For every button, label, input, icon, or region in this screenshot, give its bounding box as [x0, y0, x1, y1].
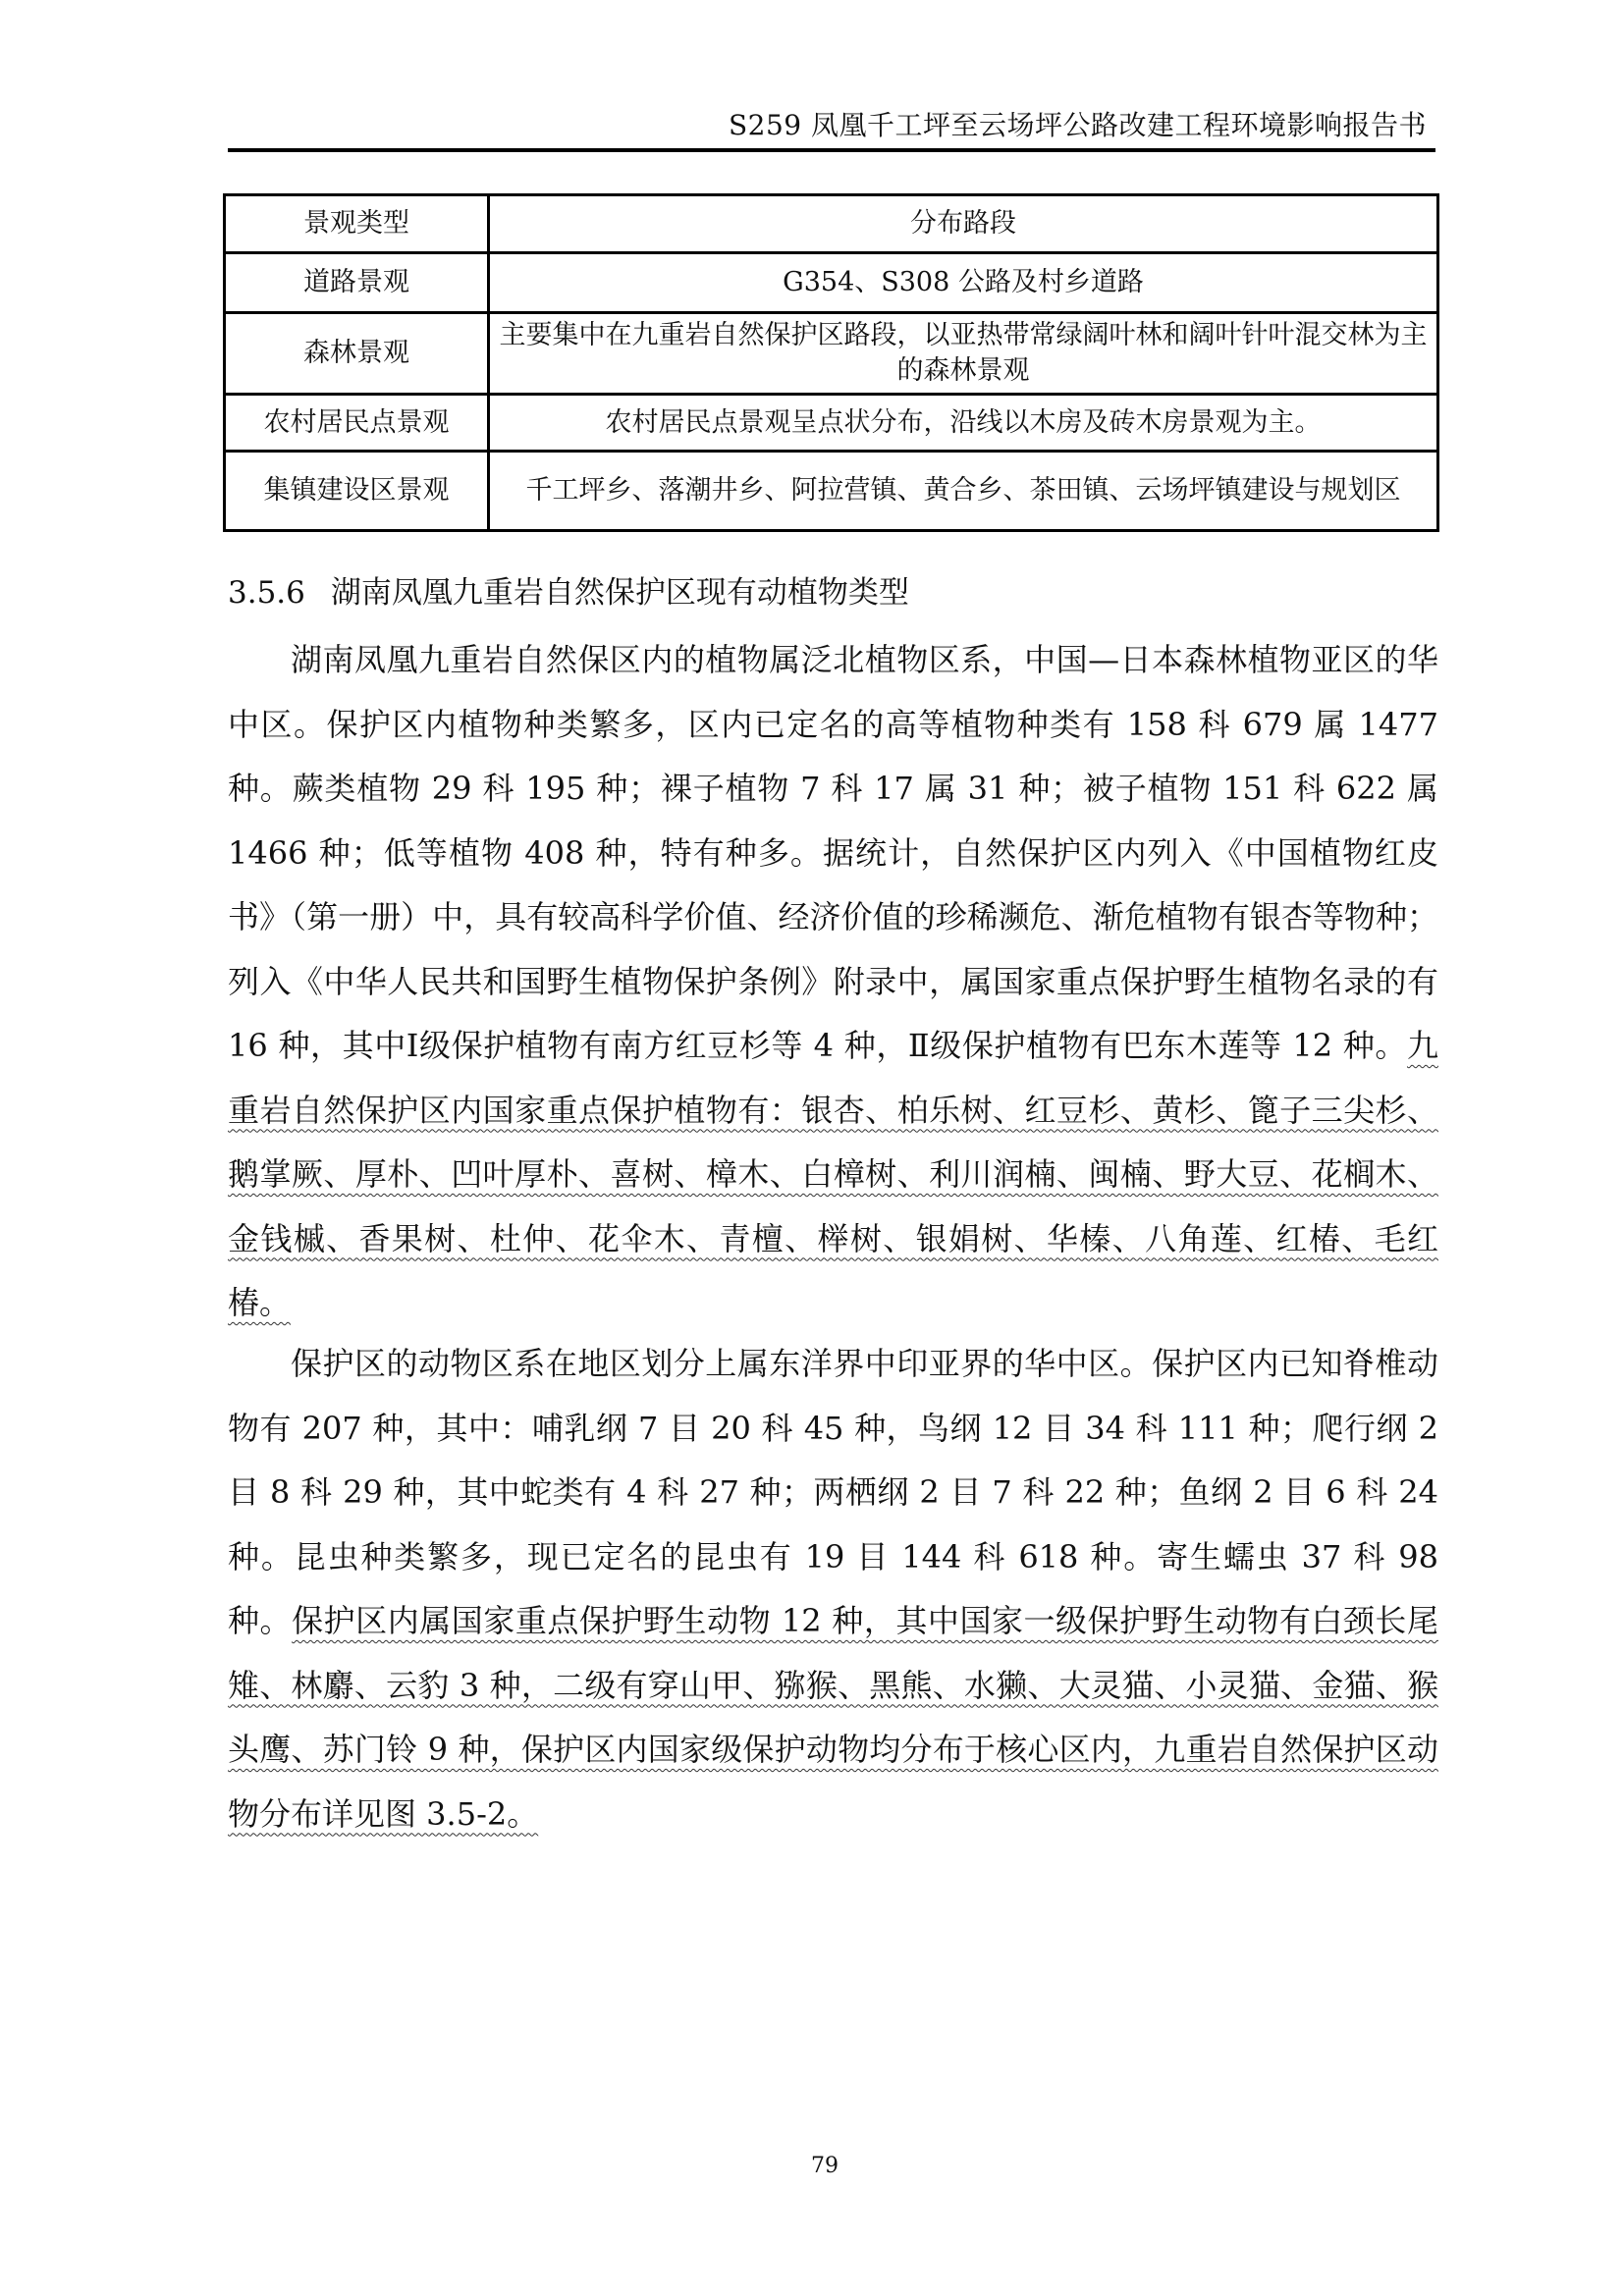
landscape-distribution-table [223, 193, 1439, 532]
protected-animals-text: 保护区内属国家重点保护野生动物 12 种，其中国家一级保护野生动物有白颈长尾雉、林麝、云豹 3 种，二级有穿山甲、猕猴、黑熊、水獭、大灵猫、小灵猫、金猫、猴头鹰、苏门铃 9 种，保护区内国家级保护动物均分布于核心区内，九重岩自然保护区动物分布详见图 3.5-2。 [228, 1602, 1438, 1833]
protected-plants-text: 九重岩自然保护区内国家重点保护植物有：银杏、柏乐树、红豆杉、黄杉、篦子三尖杉、鹅掌厥、厚朴、凹叶厚朴、喜树、樟木、白樟树、利川润楠、闽楠、野大豆、花榈木、金钱槭、香果树、杜仲、花伞木、青檀、榉树、银娟树、华榛、八角莲、红椿、毛红椿。 [228, 1027, 1438, 1321]
table-row [225, 452, 1438, 531]
animals-text: 保护区的动物区系在地区划分上属东洋界中印亚界的华中区。保护区内已知脊椎动物有 207 种，其中：哺乳纲 7 目 20 科 45 种，鸟纲 12 目 34 科 111 种；爬行纲 2 目 8 科 29 种，其中蛇类有 4 科 27 种；两栖纲 2 目 7 科 22 种；鱼纲 2 目 6 科 24 种。昆虫种类繁多，现已定名的昆虫有 19 目 144 科 618 种。寄生蠕虫 37 科 98 种。 [228, 1345, 1438, 1639]
cell-distribution: 千工坪乡、落潮井乡、阿拉营镇、黄合乡、茶田镇、云场坪镇建设与规划区 [489, 452, 1438, 531]
cell-landscape-type: 森林景观 [225, 313, 489, 395]
paragraph-plants [228, 628, 1438, 1336]
section-title: 湖南凤凰九重岩自然保护区现有动植物类型 [330, 575, 909, 611]
cell-landscape-type: 道路景观 [225, 253, 489, 313]
cell-distribution: 农村居民点景观呈点状分布，沿线以木房及砖木房景观为主。 [489, 395, 1438, 452]
table-row [225, 313, 1438, 395]
cell-landscape-type: 农村居民点景观 [225, 395, 489, 452]
section-heading [228, 573, 909, 613]
table-header-row [225, 195, 1438, 253]
cell-distribution: 主要集中在九重岩自然保护区路段，以亚热带常绿阔叶林和阔叶针叶混交林为主的森林景观 [489, 313, 1438, 395]
column-header-distribution: 分布路段 [489, 195, 1438, 253]
cell-distribution: G354、S308 公路及村乡道路 [489, 253, 1438, 313]
page-number: 79 [811, 2154, 839, 2178]
header-divider [228, 148, 1435, 152]
table-row [225, 395, 1438, 452]
table-row [225, 253, 1438, 313]
cell-landscape-type: 集镇建设区景观 [225, 452, 489, 531]
paragraph-animals [228, 1332, 1438, 1846]
document-title: S259 凤凰千工坪至云场坪公路改建工程环境影响报告书 [728, 109, 1427, 141]
plants-text: 湖南凤凰九重岩自然保区内的植物属泛北植物区系，中国—日本森林植物亚区的华中区。保护区内植物种类繁多，区内已定名的高等植物种类有 158 科 679 属 1477 种。蕨类植物 29 科 195 种；裸子植物 7 科 17 属 31 种；被子植物 151 科 622 属 1466 种；低等植物 408 种，特有种多。据统计，自然保护区内列入《中国植物红皮书》（第一册）中，具有较高科学价值、经济价值的珍稀濒危、渐危植物有银杏等物种；列入《中华人民共和国野生植物保护条例》附录中，属国家重点保护野生植物名录的有 16 种，其中Ⅰ级保护植物有南方红豆杉等 4 种，Ⅱ级保护植物有巴东木莲等 12 种。 [228, 641, 1438, 1064]
section-number: 3.5.6 [228, 575, 305, 611]
column-header-type: 景观类型 [225, 195, 489, 253]
